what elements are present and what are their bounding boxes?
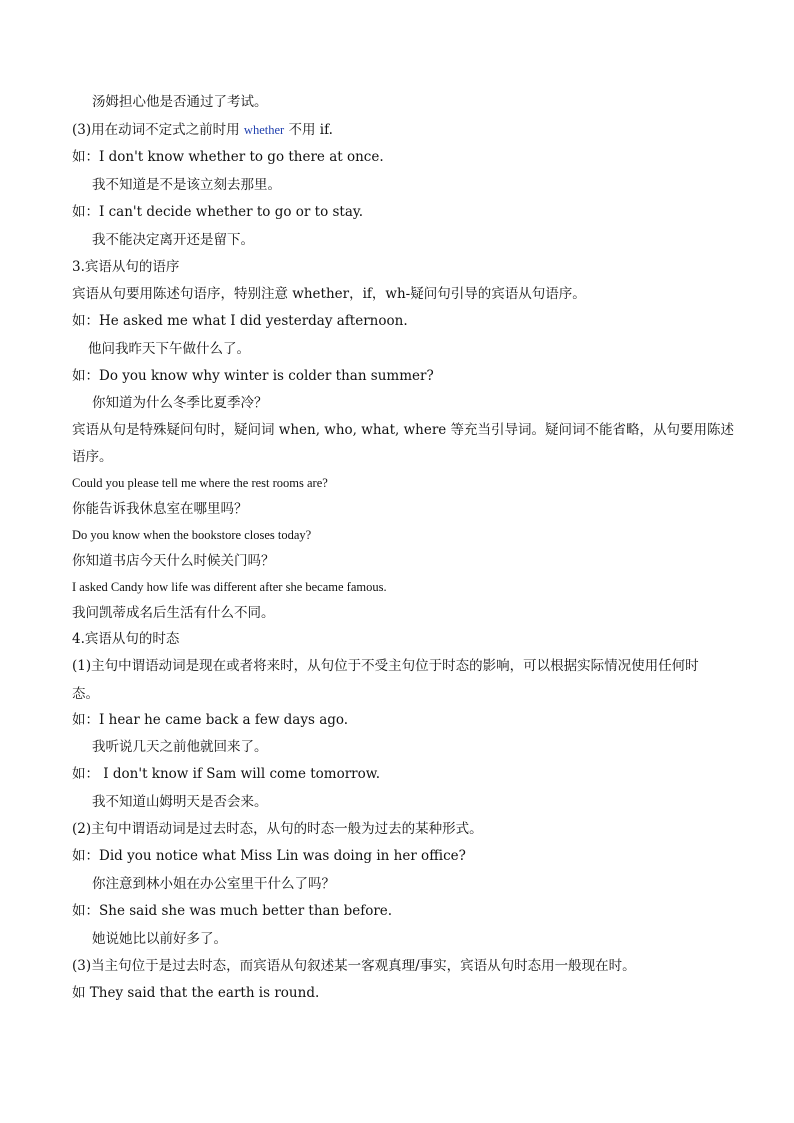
example-line: 如： I don't know if Sam will come tomorrow. [72, 766, 380, 782]
translation-line: 你知道书店今天什么时候关门吗？ [72, 553, 275, 569]
translation-line: 你能告诉我休息室在哪里吗？ [72, 501, 248, 517]
example-line: Do you know when the bookstore closes today? [72, 528, 312, 542]
translation-line: 我不知道山姆明天是否会来。 [92, 794, 268, 810]
text-line: 宾语从句是特殊疑问句时，疑问词 when, who, what, where 等充当引导词。疑问词不能省略，从句要用陈述 [72, 422, 735, 438]
section-heading: 3.宾语从句的语序 [72, 259, 180, 275]
translation-line: 你知道为什么冬季比夏季冷？ [92, 395, 268, 411]
example-line: 如：I hear he came back a few days ago. [72, 712, 349, 728]
translation-line: 他问我昨天下午做什么了。 [88, 341, 250, 357]
section-heading: 4.宾语从句的时态 [72, 631, 180, 647]
example-line: Could you please tell me where the rest rooms are? [72, 476, 328, 490]
example-line: I asked Candy how life was different after she became famous. [72, 580, 387, 594]
text-line-suffix: 不用 if. [284, 122, 333, 138]
example-line: 如：I can't decide whether to go or to stay. [72, 204, 364, 220]
keyword-whether: whether [243, 123, 285, 137]
translation-line: 我听说几天之前他就回来了。 [92, 739, 268, 755]
translation-line: 她说她比以前好多了。 [92, 931, 227, 947]
translation-line: 我问凯蒂成名后生活有什么不同。 [72, 605, 275, 621]
text-line: 语序。 [72, 449, 113, 465]
translation-line: 我不能决定离开还是留下。 [92, 232, 254, 248]
example-line: 如：She said she was much better than before. [72, 903, 393, 919]
text-line: (1)主句中谓语动词是现在或者将来时，从句位于不受主句位于时态的影响，可以根据实际情况使用任何时 [72, 658, 699, 674]
text-line: 宾语从句要用陈述句语序，特别注意 whether，if，wh-疑问句引导的宾语从句语序。 [72, 286, 586, 302]
example-line: 如：Did you notice what Miss Lin was doing in her office? [72, 848, 466, 864]
example-line: 如：Do you know why winter is colder than summer? [72, 368, 434, 384]
example-line: 如 They said that the earth is round. [72, 985, 320, 1001]
text-line: (2)主句中谓语动词是过去时态，从句的时态一般为过去的某种形式。 [72, 821, 483, 837]
text-line: (3)当主句位于是过去时态，而宾语从句叙述某一客观真理/事实，宾语从句时态用一般现在时。 [72, 958, 636, 974]
text-line: 态。 [72, 686, 99, 702]
text-line [72, 120, 333, 140]
translation-line: 我不知道是不是该立刻去那里。 [92, 177, 281, 193]
example-line: 如：He asked me what I did yesterday afternoon. [72, 313, 408, 329]
example-line: 如：I don't know whether to go there at once. [72, 149, 384, 165]
text-line-prefix: (3)用在动词不定式之前时用 [72, 122, 244, 138]
translation-line: 你注意到林小姐在办公室里干什么了吗？ [92, 876, 335, 892]
text-line: 汤姆担心他是否通过了考试。 [92, 94, 268, 110]
